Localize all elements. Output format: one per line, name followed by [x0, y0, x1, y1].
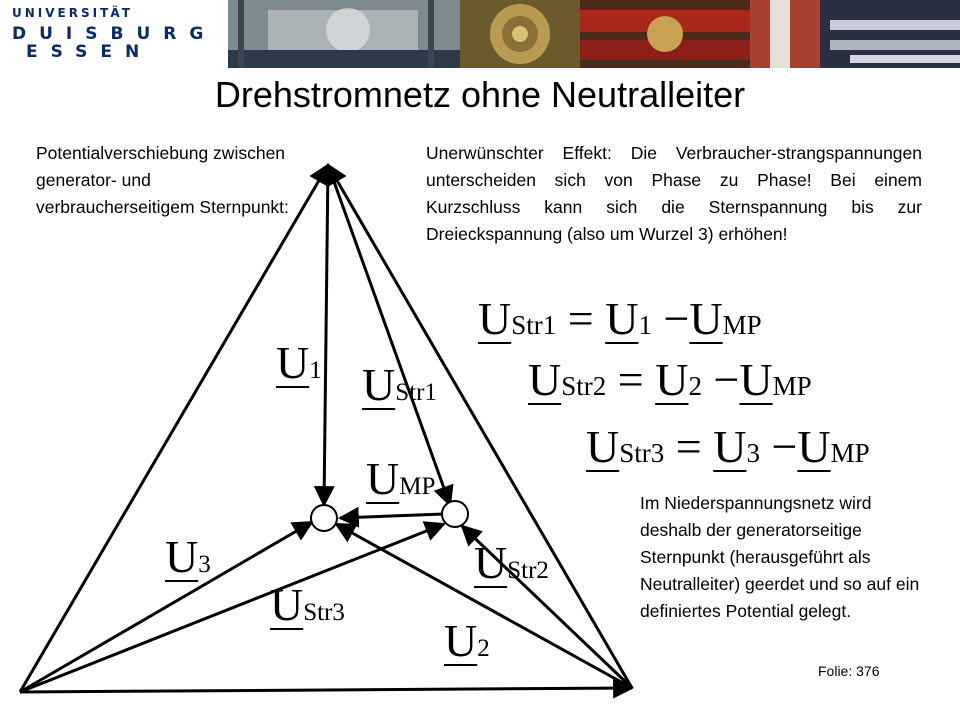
label-ustr2-main: U: [474, 537, 508, 588]
equation-str1: [478, 293, 762, 344]
eq2-a-sub: 2: [688, 371, 702, 401]
eq1-b: U: [689, 293, 723, 344]
edge-left-to-right: [20, 688, 632, 692]
eq3-lhs-sub: Str3: [619, 438, 665, 468]
slide-title: Drehstromnetz ohne Neutralleiter: [214, 74, 746, 115]
label-u2: [444, 615, 490, 666]
eq2-equals: =: [617, 354, 644, 405]
eq3-lhs: U: [586, 421, 620, 472]
slide-number: Folie: 376: [818, 663, 880, 679]
eq3-b-sub: MP: [830, 438, 870, 468]
eq2-a: U: [655, 354, 689, 405]
label-ump-main: U: [366, 453, 400, 504]
label-u1: [276, 337, 322, 388]
eq3-a-sub: 3: [746, 438, 760, 468]
eq1-a: U: [605, 293, 639, 344]
eq1-equals: =: [567, 293, 594, 344]
note-potential-shift: Potentialverschiebung zwischen generator- und verbraucherseitigem Sternpunkt:: [36, 143, 289, 217]
label-u3-main: U: [165, 531, 199, 582]
note-unwanted-effect: Unerwünschter Effekt: Die Verbraucher-strangspannungen unterscheiden sich von Phase zu Phase! Bei einem Kurzschluss kann sich die Sternspannung bis zur Dreieckspannung (also um Wurzel 3) erhöhen!: [426, 143, 922, 244]
logo-line-essen: ESSEN: [26, 42, 153, 62]
label-ustr1-sub: Str1: [395, 379, 437, 406]
label-ustr2-sub: Str2: [507, 557, 549, 584]
label-u1-main: U: [276, 337, 310, 388]
eq3-a: U: [713, 421, 747, 472]
label-ustr3-main: U: [270, 579, 304, 630]
eq1-a-sub: 1: [638, 310, 652, 340]
eq3-b: U: [797, 421, 831, 472]
label-ustr1: [362, 359, 437, 410]
equation-str3: [586, 421, 870, 472]
label-u2-sub: 2: [477, 635, 490, 662]
eq3-equals: =: [675, 421, 702, 472]
eq2-minus: −: [713, 354, 740, 405]
label-u2-main: U: [444, 615, 478, 666]
eq3-minus: −: [771, 421, 798, 472]
generator-star-point: [311, 505, 337, 531]
note-low-voltage-grid: Im Niederspannungsnetz wird deshalb der generatorseitige Sternpunkt (herausgeführt als Neutralleiter) geerdet und so auf ein definiertes Potential gelegt.: [640, 493, 920, 621]
label-u3-sub: 3: [198, 551, 211, 578]
label-ustr3: [270, 579, 345, 630]
eq1-lhs-sub: Str1: [511, 310, 557, 340]
eq1-b-sub: MP: [722, 310, 762, 340]
label-ustr3-sub: Str3: [303, 599, 345, 626]
eq2-b-sub: MP: [772, 371, 812, 401]
logo-line-duisburg: DUISBURG: [12, 24, 217, 44]
consumer-star-point: [442, 501, 468, 527]
vector-ump: [340, 514, 444, 518]
vector-u1: [324, 165, 328, 505]
label-ustr1-main: U: [362, 359, 396, 410]
eq1-lhs: U: [478, 293, 512, 344]
eq1-minus: −: [663, 293, 690, 344]
logo-line-university: UNIVERSITÄT: [12, 6, 133, 20]
label-u3: [165, 531, 211, 582]
label-u1-sub: 1: [309, 357, 322, 384]
eq2-lhs: U: [528, 354, 562, 405]
label-ump: [366, 453, 436, 504]
label-ump-sub: MP: [399, 473, 436, 500]
eq2-b: U: [739, 354, 773, 405]
eq2-lhs-sub: Str2: [561, 371, 607, 401]
equation-str2: [528, 354, 812, 405]
label-ustr2: [474, 537, 549, 588]
